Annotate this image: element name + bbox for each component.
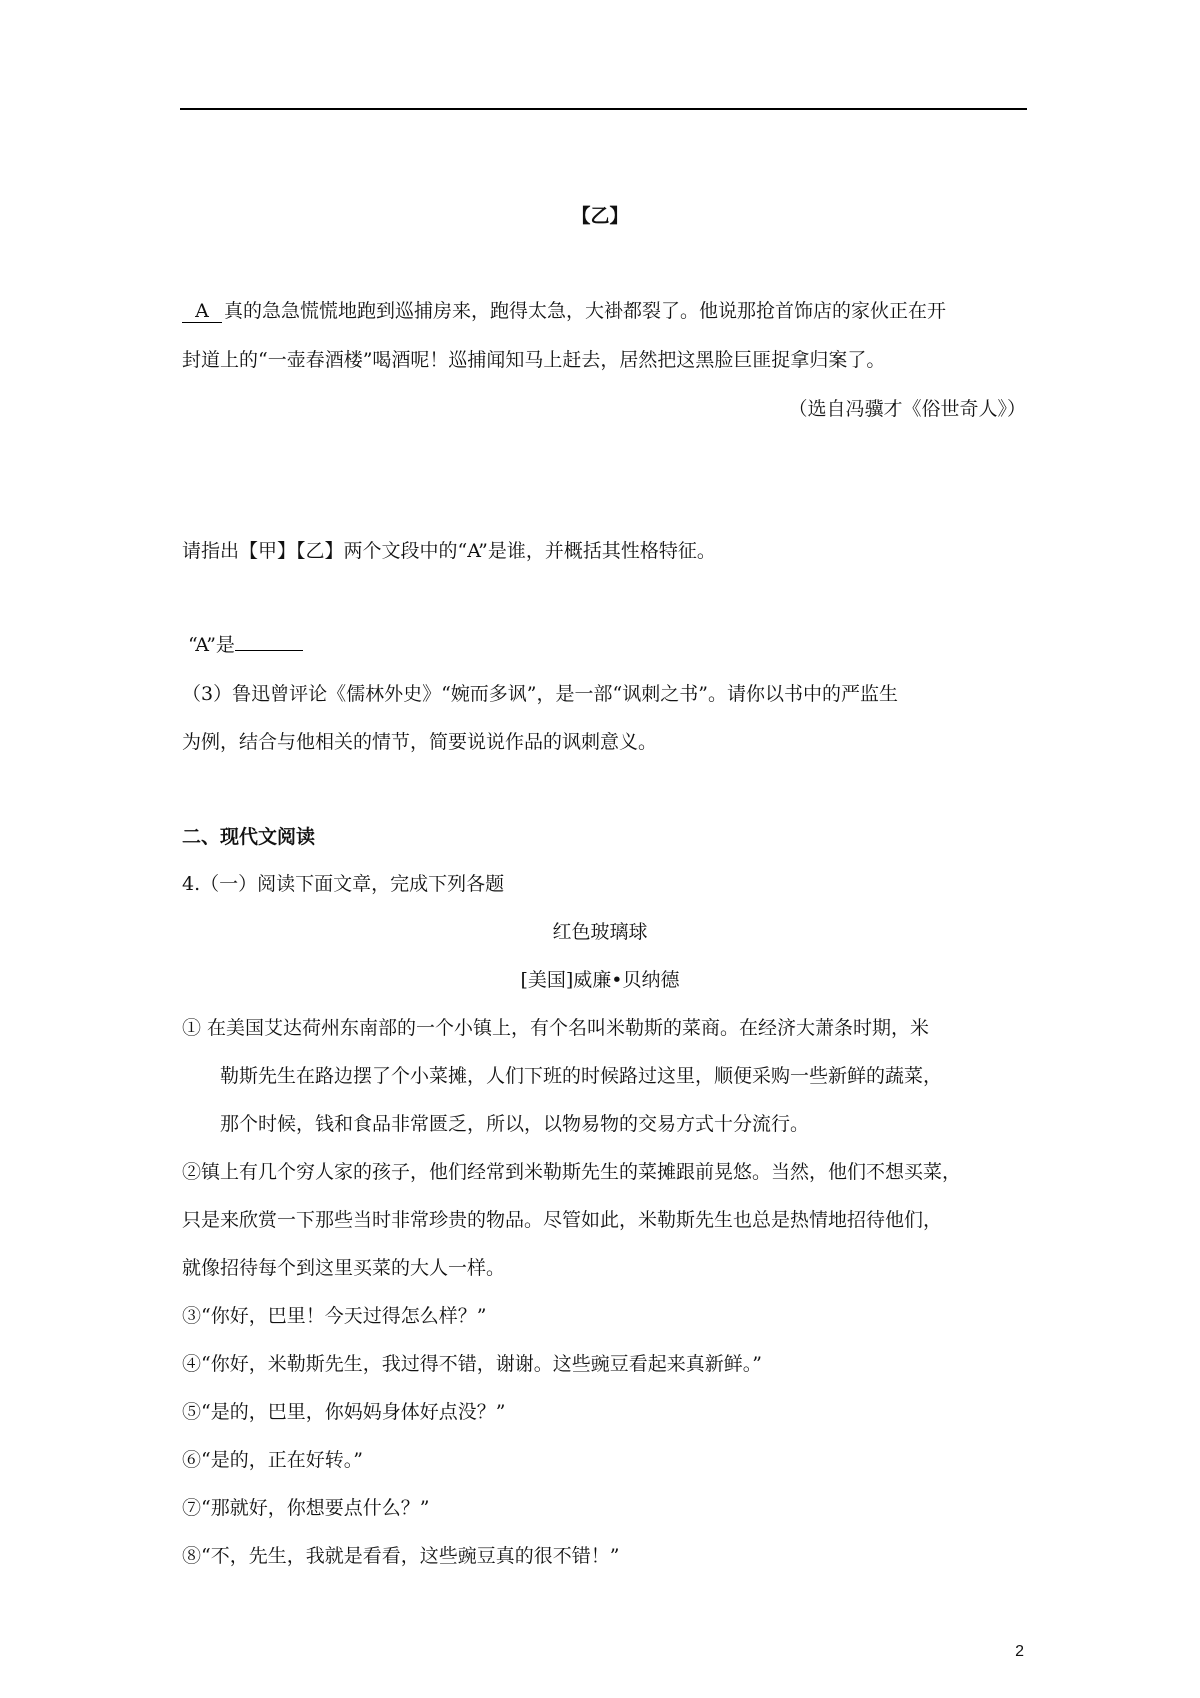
para2-line2: 只是来欣赏一下那些当时非常珍贵的物品。尽管如此，米勒斯先生也总是热情地招待他们， [182,1209,943,1231]
para5: ⑤“是的，巴里，你妈妈身体好点没？” [182,1401,506,1423]
question2-prompt: 请指出【甲】【乙】两个文段中的“A”是谁，并概括其性格特征。 [182,540,716,562]
section-yi-line1 [182,298,946,324]
section2-heading: 二、现代文阅读 [182,826,316,848]
header-rule [180,108,1027,110]
para6: ⑥“是的，正在好转。” [182,1449,363,1471]
para1-line1: ① 在美国艾达荷州东南部的一个小镇上，有个名叫米勒斯的菜商。在经济大萧条时期，米 [182,1017,930,1039]
para4: ④“你好，米勒斯先生，我过得不错，谢谢。这些豌豆看起来真新鲜。” [182,1353,762,1375]
question3-line2: 为例，结合与他相关的情节，简要说说作品的讽刺意义。 [182,731,658,753]
article-author: [美国]威廉•贝纳德 [520,969,680,991]
para8: ⑧“不，先生，我就是看看，这些豌豆真的很不错！” [182,1545,620,1567]
para2-line3: 就像招待每个到这里买菜的大人一样。 [182,1257,506,1279]
para7: ⑦“那就好，你想要点什么？” [182,1497,430,1519]
page-number: 2 [1015,1643,1024,1660]
section-yi-line2: 封道上的“一壶春酒楼”喝酒呢！巡捕闻知马上赶去，居然把这黑脸巨匪捉拿归案了。 [182,349,886,371]
para1-line2: 勒斯先生在路边摆了个小菜摊，人们下班的时候路过这里，顺便采购一些新鲜的蔬菜， [220,1065,943,1087]
para2-line1: ②镇上有几个穷人家的孩子，他们经常到米勒斯先生的菜摊跟前晃悠。当然，他们不想买菜， [182,1161,962,1183]
section-yi-heading: 【乙】 [571,205,629,227]
section-yi-source: （选自冯骥才《俗世奇人》） [788,398,1026,420]
answer-blank-line[interactable] [235,632,303,651]
section-yi-line1-text: 真的急急慌慌地跑到巡捕房来，跑得太急，大褂都裂了。他说那抢首饰店的家伙正在开 [224,300,947,322]
para3: ③“你好，巴里！今天过得怎么样？” [182,1305,487,1327]
question2-answer-line [188,632,303,658]
question3-line1: （3）鲁迅曾评论《儒林外史》“婉而多讽”，是一部“讽刺之书”。请你以书中的严监生 [182,683,898,705]
answer-blank-a: A [182,300,222,323]
para1-line3: 那个时候，钱和食品非常匮乏，所以，以物易物的交易方式十分流行。 [220,1113,810,1135]
article-title: 红色玻璃球 [552,921,648,943]
question2-answer-prefix: “A”是 [188,634,235,656]
question4-instruction: 4.（一）阅读下面文章，完成下列各题 [182,873,505,895]
